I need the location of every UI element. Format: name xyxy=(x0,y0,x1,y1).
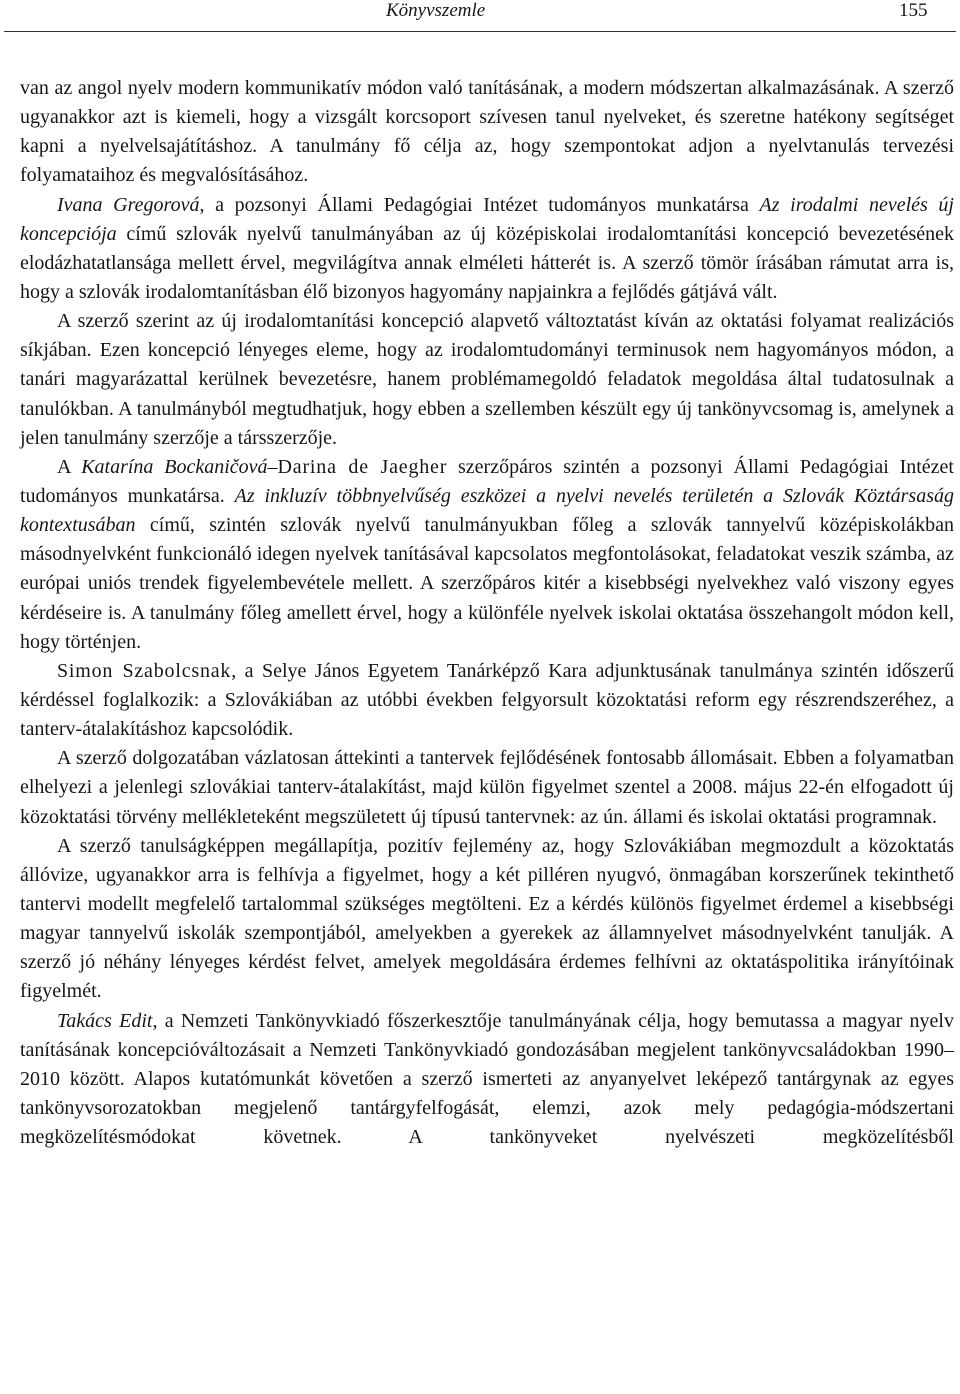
paragraph-text: című, szintén szlovák nyelvű tanulmányukban főleg a szlovák tannyelvű középiskolákban másodnyelvként funkcionáló idegen nyelvek tanításával kapcsolatos megfontolásokat, feladatokat veszik számba, az európai uniós trendek figyelembevétele mellett. A szerzőpáros kitér a kisebbségi nyelvekhez való viszony egyes kérdéseire is. A tanulmány főleg amellett érvel, hogy a különféle nyelvek iskolai oktatása összehangolt módon kell, hogy történjen. xyxy=(20,514,954,653)
paragraph-6: A szerző dolgozatában vázlatosan áttekinti a tantervek fejlődésének fontosabb állomásait. Ebben a folyamatban elhelyezi a jelenlegi szlovákiai tanterv-átalakítást, majd külön figyelmet szentel a 2008. május 22-én elfogadott új közoktatási törvény mellékleteként megszületett új típusú tantervnek: az ún. állami és iskolai oktatási programnak. xyxy=(20,747,954,828)
author-name: Katarína Bockaničová xyxy=(81,455,268,478)
running-head: Könyvszemle xyxy=(386,0,486,21)
page-number: 155 xyxy=(899,0,928,21)
paragraph-text: A xyxy=(57,455,82,478)
paragraph-7: A szerző tanulságképpen megállapítja, pozitív fejlemény az, hogy Szlovákiában megmozdult a közoktatás állóvize, ugyanakkor arra is felhívja a figyelmet, hogy a két pilléren nyugvó, önmagában korszerűnek tekinthető tantervi modellt megfelelő tartalommal szükséges megtölteni. Ez a kérdés különös figyelmet érdemel a kisebbségi magyar tannyelvű iskolák szempontjából, amelyekben a gyerekek az államnyelvet másodnyelvként tanulják. A szerző jó néhány lényeges kérdést felvet, amelyek megoldására érdemes felhívni az oktatáspolitika irányítóinak figyelmét. xyxy=(20,834,954,1003)
paragraph-text: , a pozsonyi Állami Pedagógiai Intézet tudományos munkatársa xyxy=(199,193,760,216)
paragraph-text: , a Selye János Egyetem Tanárképző Kara adjunktusának tanulmánya szintén időszerű kérdéssel foglalkozik: a Szlovákiában az utóbbi években felgyorsult közoktatási reform egy részrendszeréhez, a tanterv-átalakításhoz kapcsolódik. xyxy=(20,659,954,741)
body-text xyxy=(20,74,954,1152)
page-header xyxy=(0,0,960,36)
header-rule xyxy=(4,31,956,32)
paragraph-8 xyxy=(20,1007,954,1153)
paragraph-5 xyxy=(20,657,954,744)
author-name: Takács Edit xyxy=(57,1009,153,1032)
paragraph-3: A szerző szerint az új irodalomtanítási koncepció alapvető változtatást kíván az oktatási folyamat realizációs síkjában. Ezen koncepció lényeges eleme, hogy az irodalomtudományi terminusok nem hagyományos módon, a tanári magyarázattal kerülnek bevezetésre, hanem problémamegoldó feladatok megoldása által tudatosulnak a tanulókban. A tanulmányból megtudhatjuk, hogy ebben a szellemben készült egy új tankönyvcsomag is, amelynek a jelen tanulmány szerzője a társszerzője. xyxy=(20,310,954,449)
author-name: Simon Szabolcsnak xyxy=(57,659,232,682)
study-title: Az inkluzív többnyelvűség eszközei a nyelvi nevelés területén a Szlovák Köztársaság kontextusában xyxy=(20,484,954,537)
author-dash: – xyxy=(267,455,278,478)
paragraph-text: című szlovák nyelvű tanulmányában az új középiskolai irodalomtanítási koncepció bevezetésének elodázhatatlansága mellett érvel, megvilágítva annak elméleti hátterét is. A szerző tömör írásában rámutat arra is, hogy a szlovák irodalomtanításban élő bizonyos hagyomány napjainkra a fejlődés gátjává vált. xyxy=(20,222,954,303)
study-title: Az irodalmi nevelés új koncepciója xyxy=(20,193,954,245)
author-name: Darina de Jaegher xyxy=(277,455,448,478)
paragraph-text: , a Nemzeti Tankönyvkiadó főszerkesztője tanulmányának célja, hogy bemutassa a magyar nyelv tanításának koncepcióváltozásait a Nemzeti Tankönyvkiadó gondozásában megjelent tankönyvcsaládokban 1990–2010 között. Alapos kutatómunkát követően a szerző ismerteti az anyanyelvet leképező tantárgynak az egyes tankönyvsorozatokban megjelenő tantárgyfelfogását, elemzi, azok mely pedagógia-módszertani megközelítésmódokat követnek. A tankönyveket nyelvészeti megközelítésből xyxy=(20,1009,954,1149)
paragraph-2 xyxy=(20,191,954,308)
author-name: Ivana Gregorová xyxy=(57,193,200,216)
paragraph-text: szerzőpáros szintén a pozsonyi Állami Pedagógiai Intézet tudományos munkatársa. xyxy=(20,455,954,507)
paragraph-4 xyxy=(20,453,954,657)
paragraph-1: van az angol nyelv modern kommunikatív módon való tanításának, a modern módszertan alkalmazásának. A szerző ugyanakkor azt is kiemeli, hogy a vizsgált korcsoport szívesen tanul nyelveket, és szeretne hatékony segítséget kapni a nyelvelsajátításhoz. A tanulmány fő célja az, hogy szempontokat adjon a nyelvtanulás tervezési folyamataihoz és megvalósításához. xyxy=(20,77,954,187)
